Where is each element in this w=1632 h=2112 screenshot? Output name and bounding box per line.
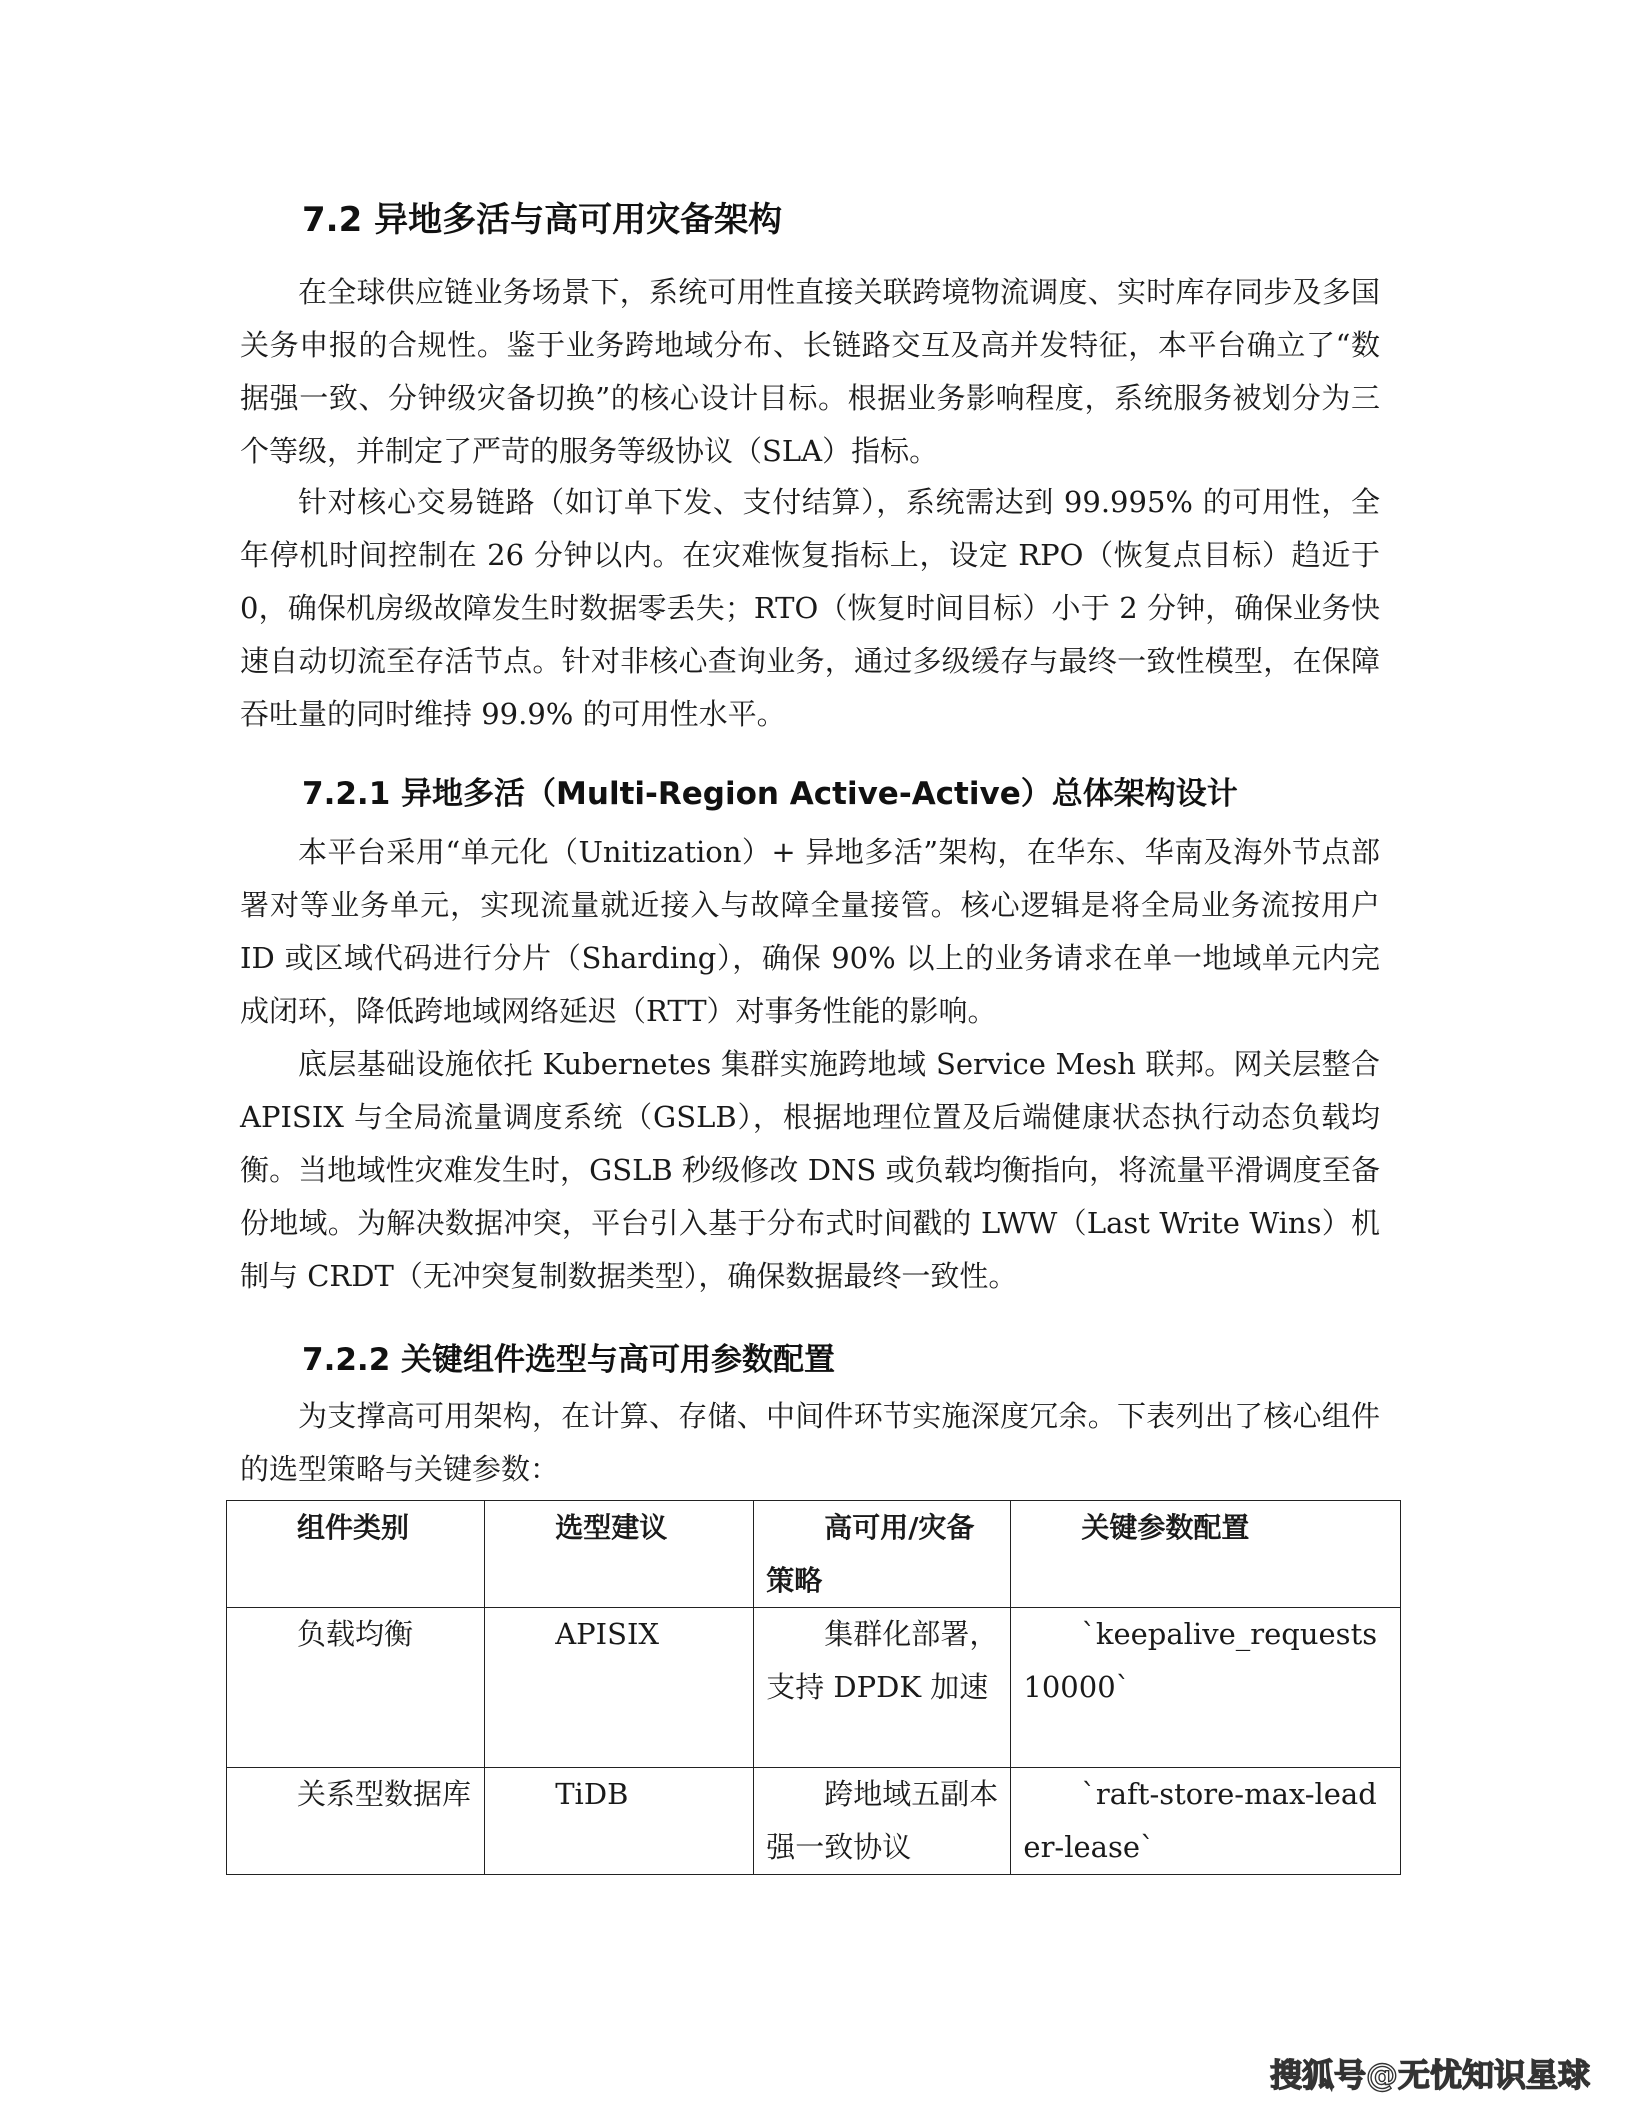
- section-heading: 7.2 异地多活与高可用灾备架构: [302, 200, 783, 240]
- section-paragraph-2: 针对核心交易链路（如订单下发、支付结算），系统需达到 99.995% 的可用性，全年停机时间控制在 26 分钟以内。在灾难恢复指标上，设定 RPO（恢复点目标）趋近于 0，确保机房级故障发生时数据零丢失；RTO（恢复时间目标）小于 2 分钟，确保业务快速自动切流至存活节点。针对非核心查询业务，通过多级缓存与最终一致性模型，在保障吞吐量的同时维持 99.9% 的可用性水平。: [240, 485, 1380, 731]
- subsection2-intro: 为支撑高可用架构，在计算、存储、中间件环节实施深度冗余。下表列出了核心组件的选型策略与关键参数：: [240, 1399, 1380, 1486]
- component-table: [226, 1500, 1401, 1875]
- table-cell: TiDB: [485, 1768, 754, 1875]
- table-header-cell: 高可用/灾备策略: [754, 1501, 1011, 1608]
- table-cell: APISIX: [485, 1608, 754, 1768]
- table-header-cell: 选型建议: [485, 1501, 754, 1608]
- subsection1-paragraph-1: 本平台采用“单元化（Unitization）+ 异地多活”架构，在华东、华南及海外节点部署对等业务单元，实现流量就近接入与故障全量接管。核心逻辑是将全局业务流按用户 ID 或区域代码进行分片（Sharding），确保 90% 以上的业务请求在单一地域单元内完成闭环，降低跨地域网络延迟（RTT）对事务性能的影响。: [240, 835, 1380, 1028]
- watermark: 搜狐号@无忧知识星球: [1269, 2056, 1590, 2094]
- table-cell: 负载均衡: [227, 1608, 485, 1768]
- subsection-heading-1: 7.2.1 异地多活（Multi-Region Active-Active）总体架构设计: [302, 776, 1238, 812]
- table-row: [227, 1768, 1401, 1875]
- table-cell: `raft-store-max-leader-lease`: [1011, 1768, 1401, 1875]
- table-cell: 集群化部署，支持 DPDK 加速: [754, 1608, 1011, 1768]
- subsection-heading-2: 7.2.2 关键组件选型与高可用参数配置: [302, 1342, 836, 1378]
- table-row: [227, 1608, 1401, 1768]
- table-cell: 关系型数据库: [227, 1768, 485, 1875]
- subsection1-paragraph-2: 底层基础设施依托 Kubernetes 集群实施跨地域 Service Mesh 联邦。网关层整合 APISIX 与全局流量调度系统（GSLB），根据地理位置及后端健康状态执行动态负载均衡。当地域性灾难发生时，GSLB 秒级修改 DNS 或负载均衡指向，将流量平滑调度至备份地域。为解决数据冲突，平台引入基于分布式时间戳的 LWW（Last Write Wins）机制与 CRDT（无冲突复制数据类型），确保数据最终一致性。: [240, 1047, 1380, 1293]
- table-header-row: [227, 1501, 1401, 1608]
- table-header-cell: 关键参数配置: [1011, 1501, 1401, 1608]
- table-header-cell: 组件类别: [227, 1501, 485, 1608]
- table-cell: `keepalive_requests 10000`: [1011, 1608, 1401, 1768]
- section-paragraph-1: 在全球供应链业务场景下，系统可用性直接关联跨境物流调度、实时库存同步及多国关务申报的合规性。鉴于业务跨地域分布、长链路交互及高并发特征，本平台确立了“数据强一致、分钟级灾备切换”的核心设计目标。根据业务影响程度，系统服务被划分为三个等级，并制定了严苛的服务等级协议（SLA）指标。: [240, 275, 1380, 468]
- table-cell: 跨地域五副本强一致协议: [754, 1768, 1011, 1875]
